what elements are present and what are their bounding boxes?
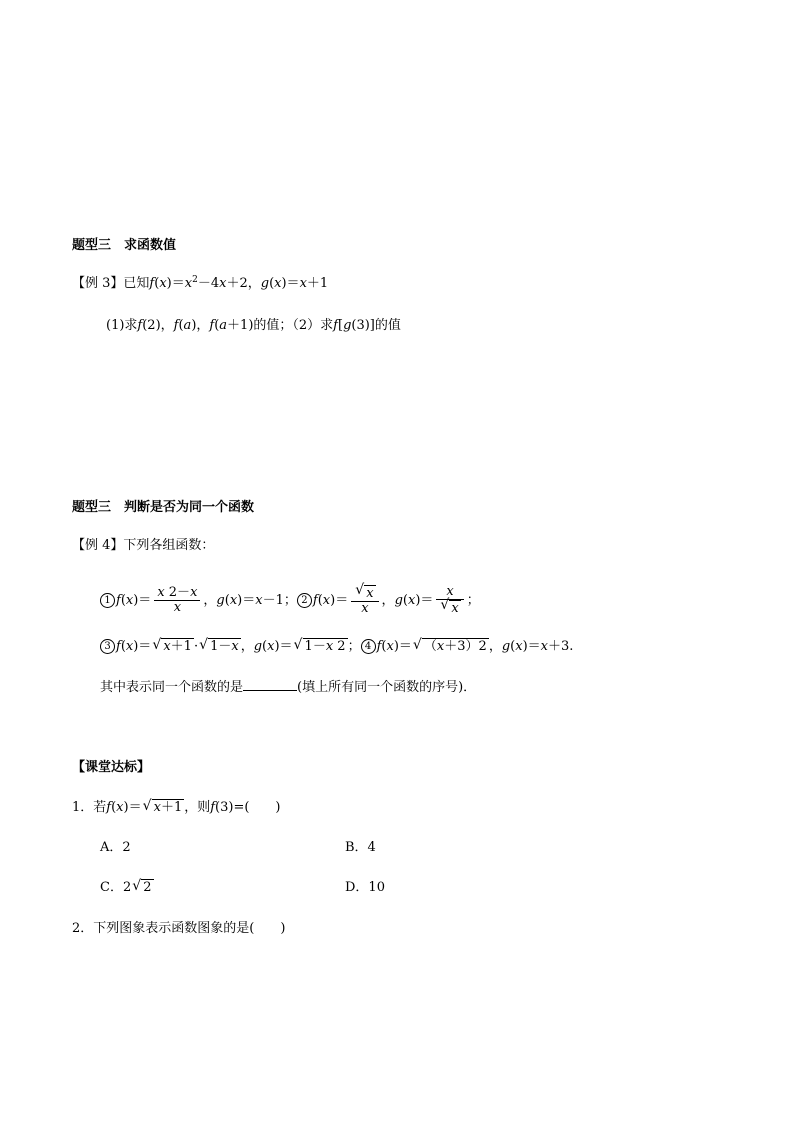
example-3-q1-tail: 的值；（2）求: [253, 318, 334, 333]
example-4-answer: [100, 677, 476, 698]
pair-1-number: 1: [100, 593, 115, 608]
pair-4-f: f(x)＝√ （x＋3）2: [377, 639, 489, 654]
example-4-text: 下列各组函数：: [123, 538, 215, 553]
q1-option-b[interactable]: B．4: [345, 840, 376, 855]
example-3-q1-label: (1)求: [106, 318, 138, 333]
formula-g-def: g(x)＝x＋1: [260, 276, 329, 291]
pair-3-number: 3: [100, 639, 115, 654]
pair-1-g: g(x)＝x－1: [216, 593, 284, 608]
pair-2-g: g(x)＝ x √ x: [395, 593, 467, 608]
pair-2-number: 2: [297, 593, 312, 608]
example-4: [72, 536, 214, 556]
q1-option-c[interactable]: [100, 878, 154, 898]
q1-mid: ，则: [184, 800, 211, 815]
q1-number: 1．若: [72, 800, 107, 815]
section-heading-4: 题型三 判断是否为同一个函数: [72, 500, 255, 515]
example-3-q2-tail: 的值: [374, 318, 401, 333]
example-4-label: 【例 4】: [72, 538, 124, 553]
q1-option-a[interactable]: A．2: [100, 840, 131, 855]
question-1: [72, 798, 281, 818]
q1-option-c-label: C．: [100, 880, 123, 895]
q1-function: f(x)＝√ x＋1: [106, 800, 184, 815]
pair-3-g: g(x)＝√ 1－x 2: [254, 639, 348, 654]
pair-4-number: 4: [361, 639, 376, 654]
section-heading-3: 题型三 求函数值: [72, 238, 177, 253]
q1-f3: f(3): [210, 800, 234, 815]
practice-heading: 【课堂达标】: [72, 760, 151, 775]
pair-1-f: f(x)＝ $\frac{x 2-x}{x}$: [116, 593, 203, 608]
q1-tail: =( ): [233, 800, 281, 815]
formula-fg3: f[g(3)]: [333, 318, 375, 333]
answer-blank[interactable]: [243, 677, 297, 691]
answer-suffix: (填上所有同一个函数的序号)．: [297, 680, 477, 695]
pair-3-f: f(x)＝√ x＋1 ·√ 1－x: [116, 639, 241, 654]
pair-4-g: g(x)＝x＋3.: [501, 639, 574, 654]
function-pairs-1-2: 1 f(x)＝ $\frac{x 2-x}{x}$ ，g(x)＝x－1； 2 f(x)＝ √ $\frac{x}{x}$ ，g(x)＝ x √ x ；: [100, 585, 480, 616]
formula-f-values: f(2)，f(a)，f(a＋1): [137, 318, 254, 333]
example-3-questions: [106, 316, 401, 336]
example-3-text: 已知: [123, 276, 150, 291]
formula-f-def: $f(x)=x^2-4x+2$: [149, 275, 248, 291]
answer-prefix: 其中表示同一个函数的是: [100, 680, 244, 695]
q1-option-c-value: 2√ 2: [123, 880, 154, 895]
function-pairs-3-4: 3 f(x)＝√ x＋1 ·√ 1－x ，g(x)＝√ 1－x 2 ； 4 f(x)＝√ （x＋3）2 ，g(x)＝x＋3.: [100, 637, 573, 657]
q1-option-d[interactable]: D．10: [345, 880, 385, 895]
example-3: 【例 3】已知$f(x)=x^2-4x+2$，g(x)＝x＋1: [72, 275, 329, 291]
question-2: 2．下列图象表示函数图象的是( ): [72, 921, 286, 936]
pair-2-f: f(x)＝ √ $\frac{x}{x}$: [313, 593, 382, 608]
example-3-label: 【例 3】: [72, 276, 124, 291]
